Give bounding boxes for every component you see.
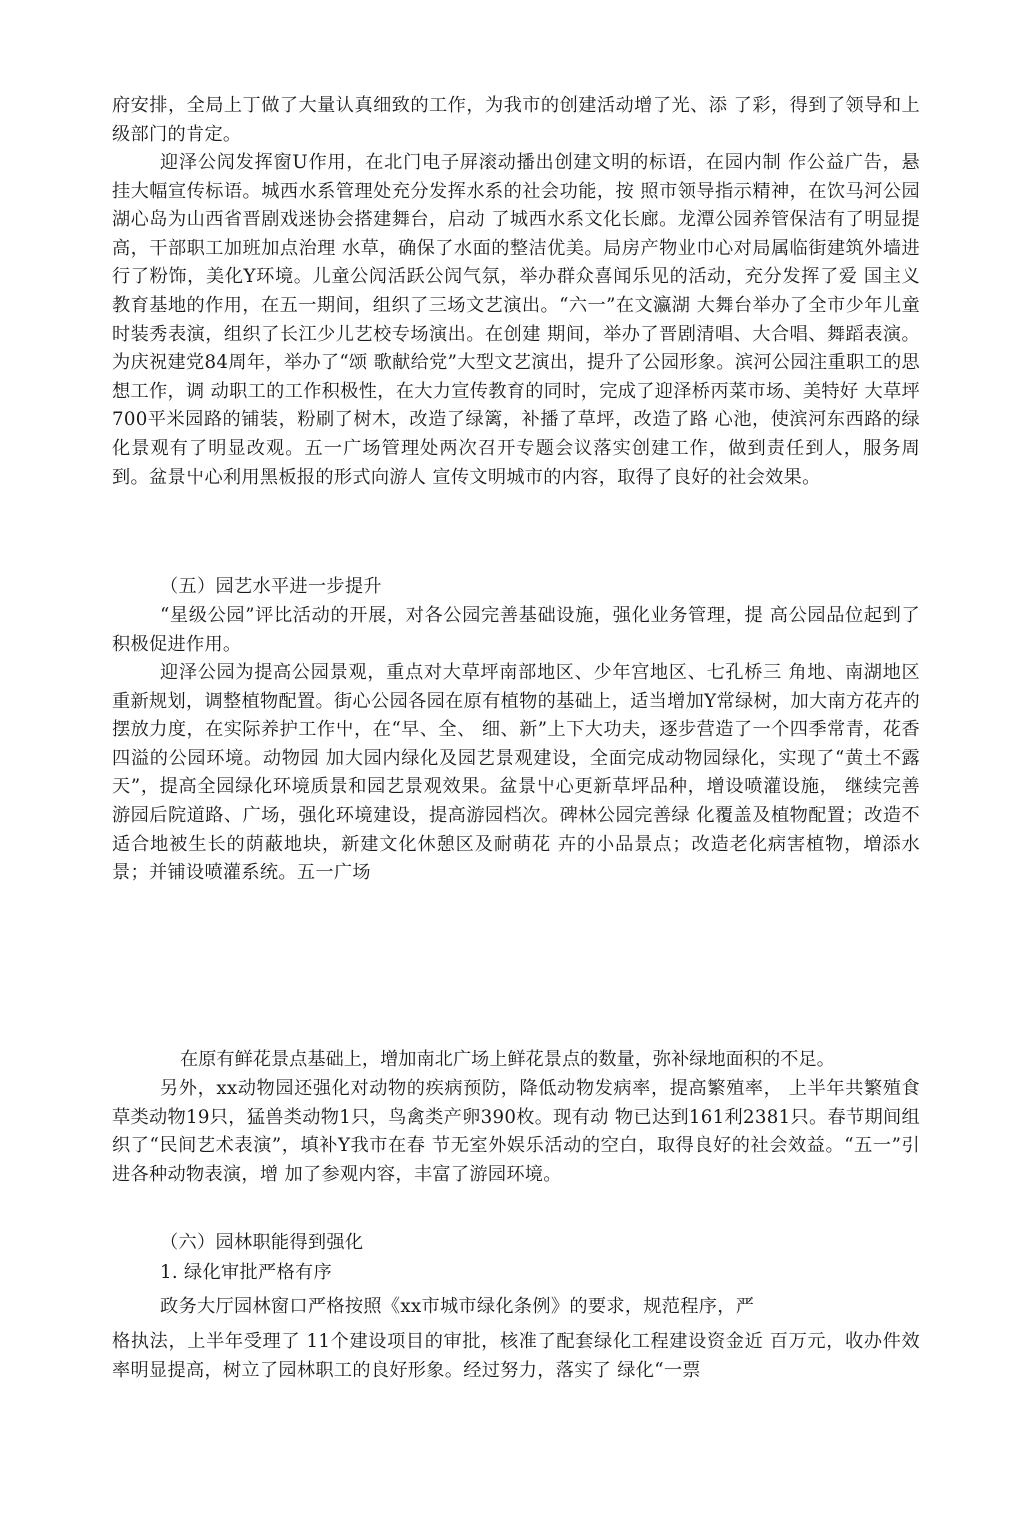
section-heading-5: （五）园艺水平进一步提升 <box>160 576 382 597</box>
paragraph-flower-spots: 在原有鲜花景点基础上，增加南北广场上鲜花景点的数量，弥补绿地面积的不足。 <box>180 1049 835 1070</box>
paragraph-star-parks: “星级公园”评比活动的开展，对各公园完善基础设施，强化业务管理，提 高公园品位起到了积极促进作用。 <box>112 605 920 655</box>
paragraph-approval-first-line: 政务大厅园林窗口严格按照《xx市城市绿化条例》的要求，规范程序，严 <box>160 1296 755 1317</box>
paragraph-yingze-park-promotion: 迎泽公闶发挥窗U作用，在北门电子屏滚动播出创建文明的标语，在园内制 作公益广告，悬挂大幅宣传标语。城西水系管理处充分发挥水系的社会功能，按 照市领导指示精神，在饮马河公园湖心岛为山西省晋剧戏迷协会搭建舞台，启动 了城西水系文化长廊。龙潭公园养管保洁有了明显提高，干部职工加班加点治理 水草，确保了水面的整洁优美。局房产物业巾心对局属临街建筑外墙进行了粉饰，美化Y环境。儿童公闶活跃公闶气氛，举办群众喜闻乐见的活动，充分发挥了爱 国主义教育基地的作用，在五一期间，组织了三场文艺演出。“六一”在文瀛湖 大舞台举办了全市少年儿童时装秀表演，组织了长江少儿艺校专场演出。在创建 期间，举办了晋剧清唱、大合唱、舞蹈表演。为庆祝建党84周年，举办了“颂 歌献给党”大型文艺演出，提升了公园形象。滨河公园注重职工的思想工作，调 动职工的工作积极性，在大力宣传教育的同时，完成了迎泽桥丙菜市场、美特好 大草坪700平米园路的铺装，粉刷了树木，改造了绿篱，补播了草坪，改造了路 心池，使滨河东西路的绿化景观有了明显改观。五一广场管理处两次召开专题会议落实创建工作，做到责任到人，服务周到。盆景屮心利用黑板报的形式向游人 宣传文明城市的内容，取得了良好的社会效果。 <box>112 152 920 488</box>
paragraph-approval-continuation: 格执法，上半年受理了 11个建设项目的审批，核准了配套绿化工程建设资金近 百万元，收办件效率明显提高，树立了园林职工的良好形象。经过努力，落实了 绿化“一票 <box>112 1331 920 1381</box>
subheading-greening-approval: 1. 绿化审批严格有序 <box>160 1262 332 1283</box>
paragraph-yingze-landscape: 迎泽公园为提高公园景观，重点对大草坪南部地区、少年宫地区、七孔桥三 角地、南湖地区重新规划，调整植物配置。街心公园各园在原有植物的基础上，适当增加Y常绿树，加大南方花卉的摆放力度，在实际养护工作屮，在“早、全、 细、新”上下大功夫，逐步营造了一个四季常青，花香四溢的公园环境。动物园 加大园内绿化及园艺景观建设，全面完成动物园绿化，实现了“黄土不露天”，提高全园绿化环境质景和园艺景观效果。盆景屮心更新草坪品种，增设喷灌设施， 继续完善游园后院道路、广场，强化环境建设，提高游园档次。碑林公园完善绿 化覆盖及植物配置；改造不适合地被生长的荫蔽地块，新建文化休憩区及耐萌花 卉的小品景点；改造老化病害植物，増添水景；并铺设喷灌系统。五一广场 <box>112 662 920 884</box>
paragraph-continuation: 府安排，全局上丁做了大量认真细致的工作，为我市的创建活动增了光、添 了彩，得到了领导和上级部门的肯定。 <box>112 95 920 145</box>
section-heading-6: （六）园林职能得到强化 <box>160 1232 364 1253</box>
paragraph-zoo: 另外，xx动物园还强化对动物的疾病预防，降低动物发病率，提高繁殖率， 上半年共繁殖食草类动物19只，猛兽类动物1只，鸟禽类产卵390枚。现有动 物已达到161利2381只。春节期间组织了“民间艺术表演”，填补Y我市在春 节无室外娱乐活动的空白，取得良好的社会效益。“五一”引进各种动物表演，增 加了参观内容，丰富了游园环境。 <box>112 1078 920 1185</box>
